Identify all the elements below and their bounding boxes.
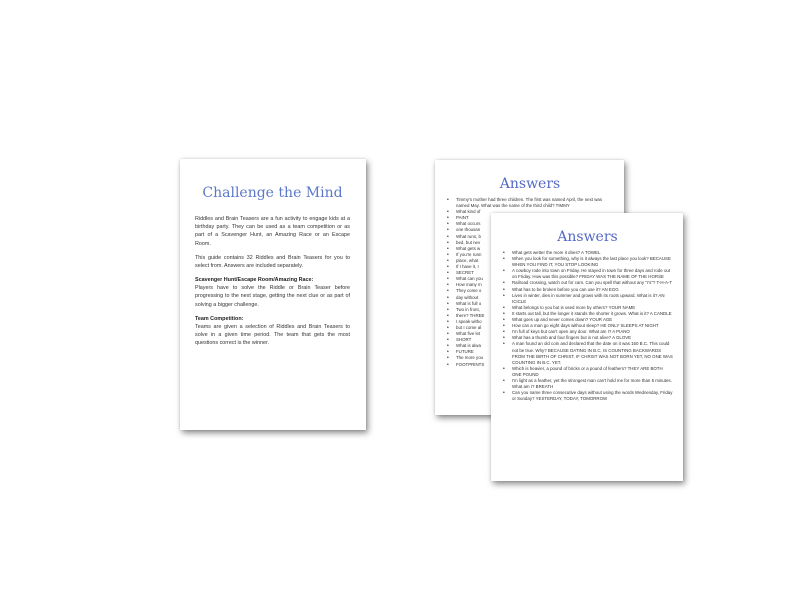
- answer-list-item: • When you look for something, why is it always the last place you look? BECAUSE WHEN YOU FIND IT, YOU STOP LOOKING: [509, 256, 673, 268]
- answer-list-item: • Two in front,: [453, 307, 614, 313]
- answer-list-item: • They come o: [453, 288, 614, 294]
- answer-list-item: • What has to be broken before you can use it? AN EGG: [509, 287, 673, 293]
- team-heading: Team Competition:: [195, 315, 244, 322]
- answer-list-item: • FOOTPRINTS: [453, 362, 614, 368]
- answer-list-item: • FUTURE: [453, 349, 614, 355]
- answer-list-item: • I'm light as a feather, yet the strongest man can't hold me for more than 5 minutes. What am I? BREATH: [509, 378, 673, 390]
- answers-back-title: Answers: [499, 176, 561, 192]
- answer-list-item: • What has a thumb and four fingers but is not alive? A GLOVE: [509, 335, 673, 341]
- answer-list-item: • Can you name three consecutive days without using the words Wednesday, Friday or Sunday? YESTERDAY, TODAY, TOMORROW: [509, 390, 673, 402]
- answer-list-item: • A cowboy rode into town on Friday. He stayed in town for three days and rode out on Friday. How was this possible? FRIDAY WAS THE NAME OF THE HORSE: [509, 268, 673, 280]
- answer-list-item: • How can a man go eight days without sleep? HE ONLY SLEEPS AT NIGHT: [509, 323, 673, 329]
- answer-list-item: • It starts out tall, but the longer it stands the shorter it grows. What is it? A CANDLE: [509, 311, 673, 317]
- answer-list-item: • What goes up and never comes down? YOUR AGE: [509, 317, 673, 323]
- answer-list-item: • Lives in winter, dies in summer and grows with its roots upward. What is it? AN ICICLE: [509, 293, 673, 305]
- answer-list-item: • What can you: [453, 276, 614, 282]
- answers-front-title: Answers: [557, 229, 618, 245]
- answers-front-list: [502, 250, 673, 402]
- team-paragraph: Teams are given a selection of Riddles and Brain Teasers to solve in a given time period. The team that gets the most questions correct is the winner.: [195, 323, 350, 347]
- answer-list-item: • What is alwa: [453, 343, 614, 349]
- answer-list-item: • A man found an old coin and declared that the date on it was 150 B.C. This could not be true. Why? BECAUSE DATING IN B.C. IS COUNTING BACKWARDS FROM THE BIRTH OF CHRIST. IF CHRIST WAS NOT BORN YET, NO ONE WAS COUNTING IN B.C. YET.: [509, 341, 673, 365]
- answer-list-item: • How many m: [453, 282, 614, 288]
- answer-list-item: • SHORT: [453, 337, 614, 343]
- answer-list-item: • What is full o: [453, 301, 614, 307]
- scavenger-heading: Scavenger Hunt/Escape Room/Amazing Race:: [195, 277, 314, 284]
- guide-paragraph: This guide contains 32 Riddles and Brain Teasers for you to select from. Answers are included separately.: [195, 254, 350, 270]
- answer-list-item: • What gets w: [453, 246, 614, 252]
- answer-list-item: • Timmy's mother had three children. The first was named April, the next was named May. What was the name of the third child? TIMMY: [453, 197, 614, 209]
- answer-list-item: • Which is heavier, a pound of bricks or a pound of feathers? THEY ARE BOTH ONE POUND: [509, 366, 673, 378]
- answer-list-item: • PAINT: [453, 215, 614, 221]
- answer-list-item: • Railroad crossing, watch out for cars. Can you spell that without any "r's"? T-H-A-T: [509, 280, 673, 286]
- answer-list-item: • If you're runn: [453, 252, 614, 258]
- challenge-page-title: Challenge the Mind: [202, 185, 343, 201]
- answer-list-item: • If I have it, I: [453, 264, 614, 270]
- answer-list-item: • The more you: [453, 355, 614, 361]
- answer-list-item: • day without: [453, 295, 614, 301]
- scavenger-paragraph: Players have to solve the Riddle or Brain Teaser before progressing to the next stage, getting the next clue or as part of solving a bigger challenge.: [195, 285, 350, 308]
- answer-list-item: • place, what: [453, 258, 614, 264]
- answer-list-item: • bed, but nev: [453, 240, 614, 246]
- answer-list-item: • I speak witho: [453, 319, 614, 325]
- answer-list-item: • What occurs: [453, 221, 614, 227]
- answer-list-item: • one thousan: [453, 227, 614, 233]
- answer-list-item: • What runs, b: [453, 234, 614, 240]
- answer-list-item: • What gets wetter the more it dries? A TOWEL: [509, 250, 673, 256]
- answer-list-item: • but I come al: [453, 325, 614, 331]
- challenge-page: [180, 159, 366, 430]
- answer-list-item: • What five let: [453, 331, 614, 337]
- answer-list-item: • there? THREE: [453, 313, 614, 319]
- answer-list-item: • SECRET: [453, 270, 614, 276]
- answer-list-item: • What belongs to you but is used more by others? YOUR NAME: [509, 305, 673, 311]
- answers-page-front: [491, 213, 683, 481]
- answer-list-item: • I'm full of keys but can't open any door. What am I? A PIANO: [509, 329, 673, 335]
- intro-paragraph: Riddles and Brain Teasers are a fun activity to engage kids at a birthday party. They can be used as a team competition or as part of a Scavenger Hunt, an Amazing Race or an Escape Room.: [195, 216, 350, 247]
- answer-list-item: • What kind of: [453, 209, 614, 215]
